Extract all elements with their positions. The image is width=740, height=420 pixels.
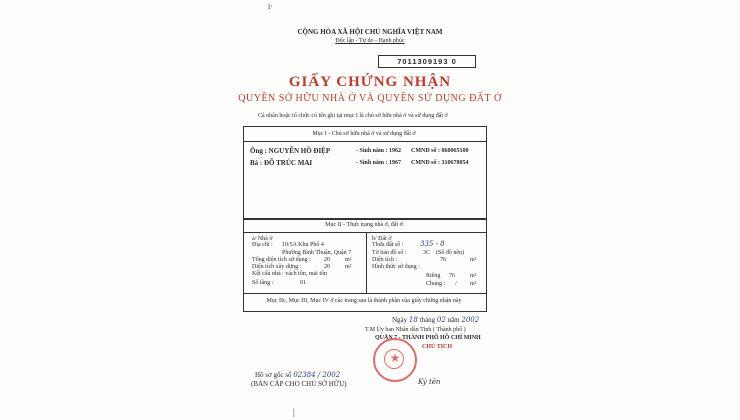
origin-label: Hồ sơ gốc số [255, 371, 292, 379]
republic-heading: CỘNG HÒA XÃ HỘI CHỦ NGHĨA VIỆT NAM [297, 28, 443, 36]
margin-mark-bottom: | [293, 407, 295, 417]
date-year: 2002 [461, 316, 480, 324]
house-floors-label: Số tầng : [252, 280, 274, 286]
signer-signature: Ký tên [418, 378, 441, 386]
owner-1-birth [356, 148, 401, 154]
house-structure-value: vách tôn, mái tôn [285, 271, 327, 277]
owner-1-id-label: CMND số : [411, 148, 440, 154]
date-month: 02 [436, 316, 446, 324]
section-2-heading: Mục II - Thực trạng nhà ở, đất ở [325, 222, 403, 228]
house-address-line1: 10/5A Khu Phố 4 [282, 242, 324, 248]
house-address-line2: Phường Bình Thuận, Quận 7 [282, 250, 352, 256]
house-build-area-label: Diện tích xây dựng : [252, 264, 302, 270]
copy-note: (BẢN CẤP CHO CHỦ SỞ HỮU) [251, 380, 347, 388]
margin-mark: i· [268, 2, 273, 11]
house-label: a/ Nhà ở [252, 236, 273, 242]
owner-1-birth-year: 1962 [389, 148, 402, 154]
origin-record [255, 371, 340, 379]
land-shared-unit: m² [470, 281, 477, 287]
owner-1-birth-label: - Sinh năm : [356, 148, 388, 154]
intro-text: Cá nhân hoặc tổ chức có tên ghi tại mục I là chủ sở hữu nhà ở và sử dụng đất ở [258, 113, 448, 119]
owner-row-1 [250, 147, 330, 155]
section-1-heading: Mục I - Chủ sở hữu nhà ở và sử dụng đất ở [312, 131, 416, 137]
house-usable-area-label: Tổng diện tích sử dụng : [252, 257, 311, 263]
month-label: tháng [419, 316, 436, 324]
land-private: 76 [449, 273, 455, 279]
land-plot: 335 - 8 [420, 240, 445, 248]
land-area-unit: m² [470, 257, 477, 263]
land-private-unit: m² [470, 273, 477, 279]
seal-star-icon: ★ [389, 351, 401, 365]
house-build-area: 20 [324, 264, 330, 270]
section-2-divider [243, 232, 486, 233]
land-map: 3C [423, 250, 431, 256]
certificate-subtitle: QUYỀN SỞ HỮU NHÀ Ở VÀ QUYỀN SỬ DỤNG ĐẤT Ở [238, 93, 502, 104]
date-label: Ngày [392, 316, 408, 324]
land-shared-label: Chung : [426, 281, 446, 287]
owner-2-id-label: CMND số : [411, 160, 440, 166]
section-2-note: Mục IIc, Mục III, Mục IV ở các trang sau là thành phần của giấy chứng nhận này [266, 298, 462, 304]
house-build-area-unit: m² [345, 264, 352, 270]
land-label: b/ Đất ở [372, 236, 392, 242]
owner-row-2 [250, 159, 312, 167]
land-area-label: Diện tích : [372, 257, 398, 263]
land-use-form-label: Hình thức sử dụng : [372, 264, 420, 270]
house-structure-label: Kết cấu nhà : [252, 271, 284, 277]
land-map-note: (Số đồ nền) [436, 250, 464, 256]
authority-line-1: T.M Ủy ban Nhân dân Tỉnh ( Thành phố ) [365, 327, 466, 333]
owner-2-birth [356, 160, 401, 166]
section-2-note-divider [243, 293, 486, 294]
house-structure [252, 271, 327, 277]
land-shared: / [455, 281, 457, 287]
land-map-label: Tờ bản đồ số : [372, 250, 407, 256]
owner-2-id [411, 160, 469, 166]
section-1-divider [243, 141, 486, 142]
section-2-column-divider [366, 232, 367, 293]
official-seal [373, 338, 417, 382]
issue-date [392, 316, 479, 324]
origin-number: 02384 / 2002 [293, 371, 341, 379]
motto: Độc lập - Tự do - Hạnh phúc [335, 38, 405, 44]
owner-2-birth-year: 1967 [389, 160, 402, 166]
owner-1-name: NGUYỄN HỒ ĐIỆP [268, 147, 331, 155]
house-usable-area: 20 [324, 257, 330, 263]
house-floors: 01 [300, 280, 306, 286]
house-usable-area-unit: m² [345, 257, 352, 263]
certificate-title: GIẤY CHỨNG NHẬN [288, 74, 452, 90]
house-address-label: Địa chỉ : [252, 242, 273, 248]
date-day: 18 [408, 316, 418, 324]
land-plot-label: Thửa đất số : [372, 242, 404, 248]
serial-number-box: 7011309193 0 [378, 55, 476, 68]
land-private-label: Riêng [426, 273, 441, 279]
owner-2-birth-label: - Sinh năm : [356, 160, 388, 166]
owner-2-name: ĐỖ TRÚC MAI [264, 159, 313, 167]
land-area: 76 [440, 257, 446, 263]
owner-1-prefix: Ông : [250, 147, 267, 155]
authority-line-2: QUẬN 7 - THÀNH PHỐ HỒ CHÍ MINH [375, 335, 481, 341]
chairman-title: CHỦ TỊCH [422, 344, 453, 350]
year-label: năm [447, 316, 460, 324]
owner-1-id-number: 860065100 [441, 148, 469, 154]
owner-2-prefix: Bà : [250, 159, 263, 167]
owner-1-id [411, 148, 469, 154]
owner-2-id-number: 310678054 [441, 160, 469, 166]
